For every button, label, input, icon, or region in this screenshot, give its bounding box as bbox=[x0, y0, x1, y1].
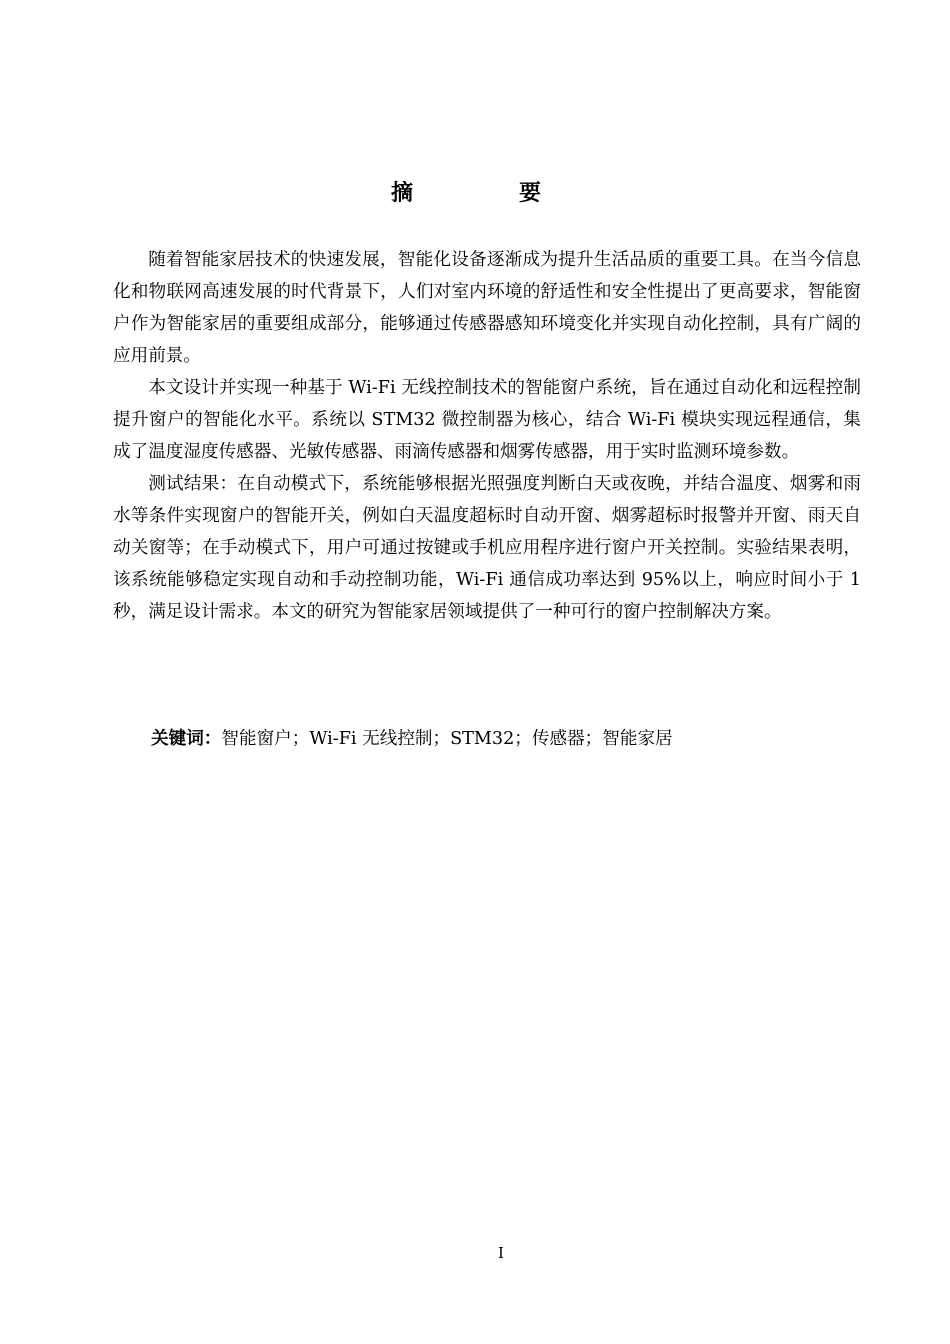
page-number: I bbox=[498, 1244, 504, 1262]
abstract-paragraph-2: 本文设计并实现一种基于 Wi-Fi 无线控制技术的智能窗户系统，旨在通过自动化和远程控制提升窗户的智能化水平。系统以 STM32 微控制器为核心，结合 Wi-Fi 模块实现远程通信，集成了温度湿度传感器、光敏传感器、雨滴传感器和烟雾传感器，用于实时监测环境参数。 bbox=[113, 378, 861, 462]
keywords-text: 智能窗户；Wi-Fi 无线控制；STM32；传感器；智能家居 bbox=[221, 729, 673, 749]
abstract-paragraph-1: 随着智能家居技术的快速发展，智能化设备逐渐成为提升生活品质的重要工具。在当今信息化和物联网高速发展的时代背景下，人们对室内环境的舒适性和安全性提出了更高要求，智能窗户作为智能家居的重要组成部分，能够通过传感器感知环境变化并实现自动化控制，具有广阔的应用前景。 bbox=[113, 250, 861, 366]
keywords-label: 关键词： bbox=[151, 729, 222, 749]
abstract-paragraph-3: 测试结果：在自动模式下，系统能够根据光照强度判断白天或夜晚，并结合温度、烟雾和雨水等条件实现窗户的智能开关，例如白天温度超标时自动开窗、烟雾超标时报警并开窗、雨天自动关窗等；在手动模式下，用户可通过按键或手机应用程序进行窗户开关控制。实验结果表明，该系统能够稳定实现自动和手动控制功能，Wi-Fi 通信成功率达到 95%以上，响应时间小于 1 秒，满足设计需求。本文的研究为智能家居领域提供了一种可行的窗户控制解决方案。 bbox=[113, 474, 861, 622]
abstract-title: 摘 要 bbox=[390, 181, 583, 206]
keywords-line bbox=[151, 723, 861, 755]
abstract-body bbox=[113, 244, 861, 628]
